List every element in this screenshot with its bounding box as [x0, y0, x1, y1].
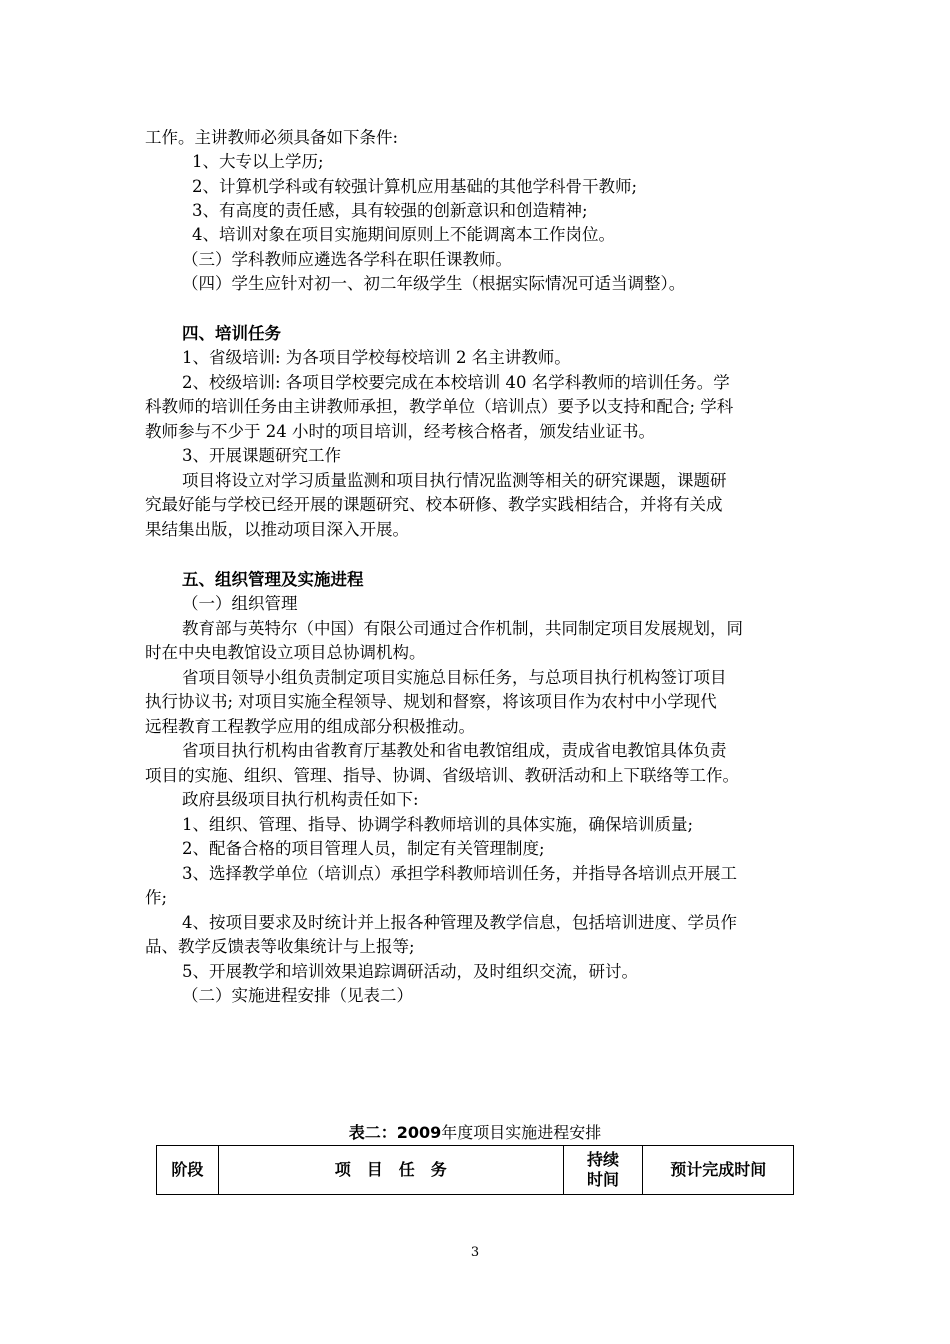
col-header-duration: 持续时间 — [563, 1146, 643, 1195]
body-line-1: 1、大专以上学历; — [192, 152, 324, 171]
body-line-13: 项目将设立对学习质量监测和项目执行情况监测等相关的研究课题，课题研 — [182, 471, 727, 490]
col-header-completion: 预计完成时间 — [643, 1146, 794, 1195]
body-line-0: 工作。主讲教师必须具备如下条件: — [145, 128, 399, 147]
col-header-stage: 阶段 — [157, 1146, 219, 1195]
body-line-25: 政府县级项目执行机构责任如下: — [182, 790, 419, 809]
body-line-6: （四）学生应针对初一、初二年级学生（根据实际情况可适当调整）。 — [182, 274, 686, 293]
body-line-12: 3、开展课题研究工作 — [182, 446, 341, 465]
col-header-task: 项 目 任 务 — [218, 1146, 563, 1195]
table-caption-text: 年度项目实施进程安排 — [441, 1123, 602, 1142]
table-caption — [0, 1122, 950, 1144]
section-heading-4: 四、培训任务 — [182, 324, 281, 343]
body-line-33: （二）实施进程安排（见表二） — [182, 986, 413, 1005]
body-line-22: 远程教育工程教学应用的组成部分积极推动。 — [145, 717, 475, 736]
body-line-19: 时在中央电教馆设立项目总协调机构。 — [145, 643, 426, 662]
body-line-15: 果结集出版，以推动项目深入开展。 — [145, 520, 409, 539]
body-line-9: 2、校级培训: 各项目学校要完成在本校培训 40 名学科教师的培训任务。学 — [182, 373, 730, 392]
body-line-21: 执行协议书; 对项目实施全程领导、规划和督察，将该项目作为农村中小学现代 — [145, 692, 717, 711]
body-line-5: （三）学科教师应遴选各学科在职任课教师。 — [182, 250, 512, 269]
body-line-2: 2、计算机学科或有较强计算机应用基础的其他学科骨干教师; — [192, 177, 638, 196]
body-line-11: 教师参与不少于 24 小时的项目培训，经考核合格者，颁发结业证书。 — [145, 422, 655, 441]
table-caption-bold: 表二：2009 — [348, 1123, 442, 1142]
body-line-17: （一）组织管理 — [182, 594, 298, 613]
body-line-14: 究最好能与学校已经开展的课题研究、校本研修、教学实践相结合，并将有关成 — [145, 495, 723, 514]
body-line-24: 项目的实施、组织、管理、指导、协调、省级培训、教研活动和上下联络等工作。 — [145, 766, 739, 785]
body-line-23: 省项目执行机构由省教育厅基教处和省电教馆组成，责成省电教馆具体负责 — [182, 741, 727, 760]
body-line-28: 3、选择教学单位（培训点）承担学科教师培训任务，并指导各培训点开展工 — [182, 864, 737, 883]
schedule-table-header-row — [157, 1146, 794, 1195]
body-line-10: 科教师的培训任务由主讲教师承担，教学单位（培训点）要予以支持和配合; 学科 — [145, 397, 734, 416]
body-line-31: 品、教学反馈表等收集统计与上报等; — [145, 937, 415, 956]
section-heading-5: 五、组织管理及实施进程 — [182, 570, 364, 589]
body-line-20: 省项目领导小组负责制定项目实施总目标任务，与总项目执行机构签订项目 — [182, 668, 727, 687]
body-line-30: 4、按项目要求及时统计并上报各种管理及教学信息，包括培训进度、学员作 — [182, 913, 737, 932]
body-line-18: 教育部与英特尔（中国）有限公司通过合作机制，共同制定项目发展规划，同 — [182, 619, 743, 638]
body-line-3: 3、有高度的责任感，具有较强的创新意识和创造精神; — [192, 201, 588, 220]
body-line-4: 4、培训对象在项目实施期间原则上不能调离本工作岗位。 — [192, 225, 615, 244]
body-line-32: 5、开展教学和培训效果追踪调研活动，及时组织交流，研讨。 — [182, 962, 638, 981]
body-line-27: 2、配备合格的项目管理人员，制定有关管理制度; — [182, 839, 545, 858]
body-line-29: 作; — [145, 888, 168, 907]
page-number: 3 — [470, 1245, 480, 1260]
body-line-26: 1、组织、管理、指导、协调学科教师培训的具体实施，确保培训质量; — [182, 815, 694, 834]
schedule-table — [156, 1145, 794, 1195]
body-line-8: 1、省级培训: 为各项目学校每校培训 2 名主讲教师。 — [182, 348, 571, 367]
